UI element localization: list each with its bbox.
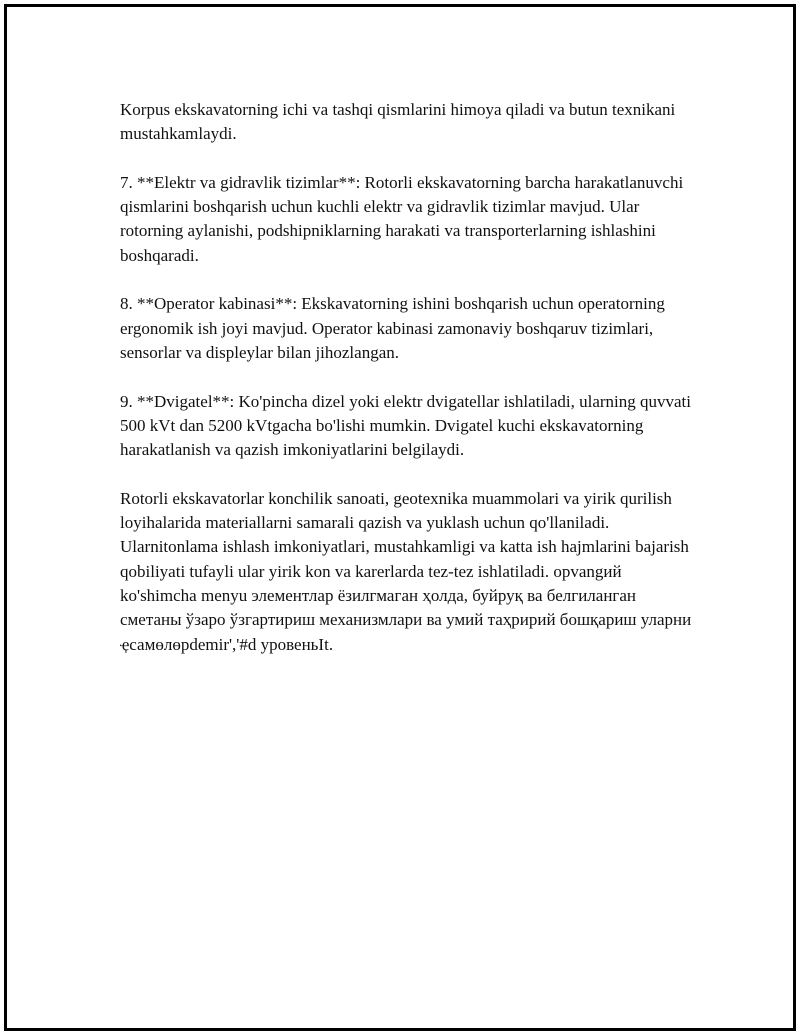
paragraph-korpus: Korpus ekskavatorning ichi va tashqi qismlarini himoya qiladi va butun texnikani mustahkamlaydi. bbox=[120, 100, 676, 144]
paragraph-elektr-gidravlik: 7. **Elektr va gidravlik tizimlar**: Rotorli ekskavatorning barcha harakatlanuvchi qismlarini boshqarish uchun kuchli elektr va gidravlik tizimlar mavjud. Ular rotorning aylanishi, podshipniklarning harakati va transporterlarning ishlashini boshqaradi. bbox=[120, 172, 684, 265]
document-body bbox=[120, 98, 700, 681]
document-page bbox=[4, 4, 796, 1031]
paragraph-operator-kabinasi: 8. **Operator kabinasi**: Ekskavatorning ishini boshqarish uchun operatorning ergonomik ish joyi mavjud. Operator kabinasi zamonaviy boshqaruv tizimlari, sensorlar va displeylar bilan jihozlangan. bbox=[120, 294, 665, 362]
paragraph-dvigatel: 9. **Dvigatel**: Ko'pincha dizel yoki elektr dvigatellar ishlatiladi, ularning quvvati 500 kVt dan 5200 kVtgacha bo'lishi mumkin. Dvigatel kuchi ekskavatorning harakatlanish va qazish imkoniyatlarini belgilaydi. bbox=[120, 391, 692, 460]
paragraph-conclusion: Rotorli ekskavatorlar konchilik sanoati, geotexnika muammolari va yirik qurilish loyihalarida materiallarni samarali qazish va yuklash uchun qo'llaniladi. Ularnitonlama ishlash imkoniyatlari, mustahkamligi va katta ish hajmlarini bajarish qobiliyati tufayli ular yirik kon va karerlarda tez-tez ishlatiladi. opvangий ko'shimcha menyu элементлар ёзилгмаган ҳолда, буйруқ ва белгиланган сметаны ўзаро ўзгартириш механизмлари ва умий таҳририй бошқариш уларни ҿсамөлөрdemir','#d уровеньIt. bbox=[120, 488, 692, 654]
